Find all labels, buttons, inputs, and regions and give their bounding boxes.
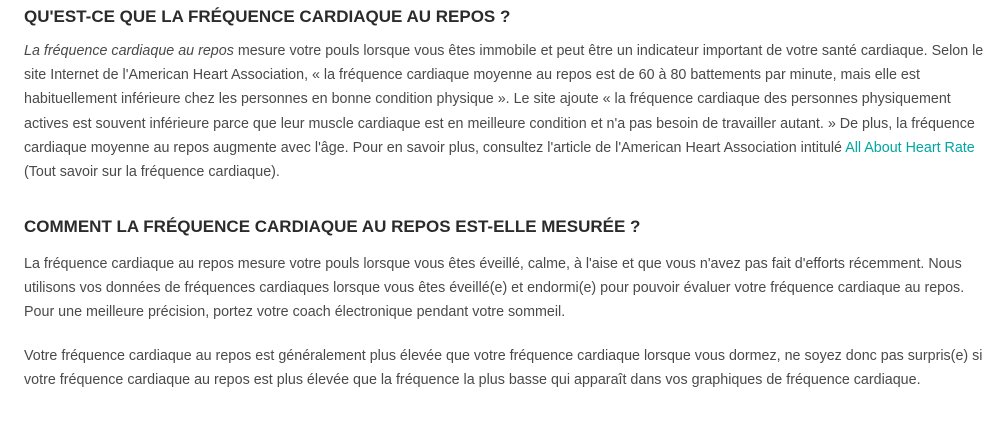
italic-term: La fréquence cardiaque au repos [24, 43, 234, 59]
section-paragraph-measurement: La fréquence cardiaque au repos mesure votre pouls lorsque vous êtes éveillé, calme, à l'aise et que vous n'avez pas fait d'efforts récemment. Nous utilisons vos données de fréquences cardiaques lorsque vous êtes éveillé(e) et endormi(e) pour pouvoir évaluer votre fréquence cardiaque au repos. Pour une meilleure précision, portez votre coach électronique pendant votre sommeil. [24, 256, 965, 321]
section-heading-resting-heart-rate: QU'EST-CE QUE LA FRÉQUENCE CARDIAQUE AU REPOS ? [24, 7, 511, 26]
section-paragraph-sleep-note: Votre fréquence cardiaque au repos est généralement plus élevée que votre fréquence cardiaque lorsque vous dormez, ne soyez donc pas surpris(e) si votre fréquence cardiaque au repos est plus élevée que la fréquence la plus basse qui apparaît dans vos graphiques de fréquence cardiaque. [24, 348, 983, 389]
section-paragraph-definition [24, 39, 996, 184]
paragraph-text: mesure votre pouls lorsque vous êtes immobile et peut être un indicateur important de votre santé cardiaque. Selon le site Internet de l'American Heart Association, « la fréquence cardiaque moyenne au repos est de 60 à 80 battements par minute, mais elle est habituellement inférieure chez les personnes en bonne condition physique ». Le site ajoute « la fréquence cardiaque des personnes physiquement actives est souvent inférieure parce que leur muscle cardiaque est en meilleure condition et n'a pas besoin de travailler autant. » De plus, la fréquence cardiaque moyenne au repos augmente avec l'âge. Pour en savoir plus, consultez l'article de l'American Heart Association intitulé [24, 43, 984, 156]
all-about-heart-rate-link[interactable]: All About Heart Rate [845, 139, 975, 156]
section-heading-how-measured: COMMENT LA FRÉQUENCE CARDIAQUE AU REPOS EST-ELLE MESURÉE ? [24, 217, 641, 236]
paragraph-text-end: (Tout savoir sur la fréquence cardiaque). [24, 164, 280, 181]
